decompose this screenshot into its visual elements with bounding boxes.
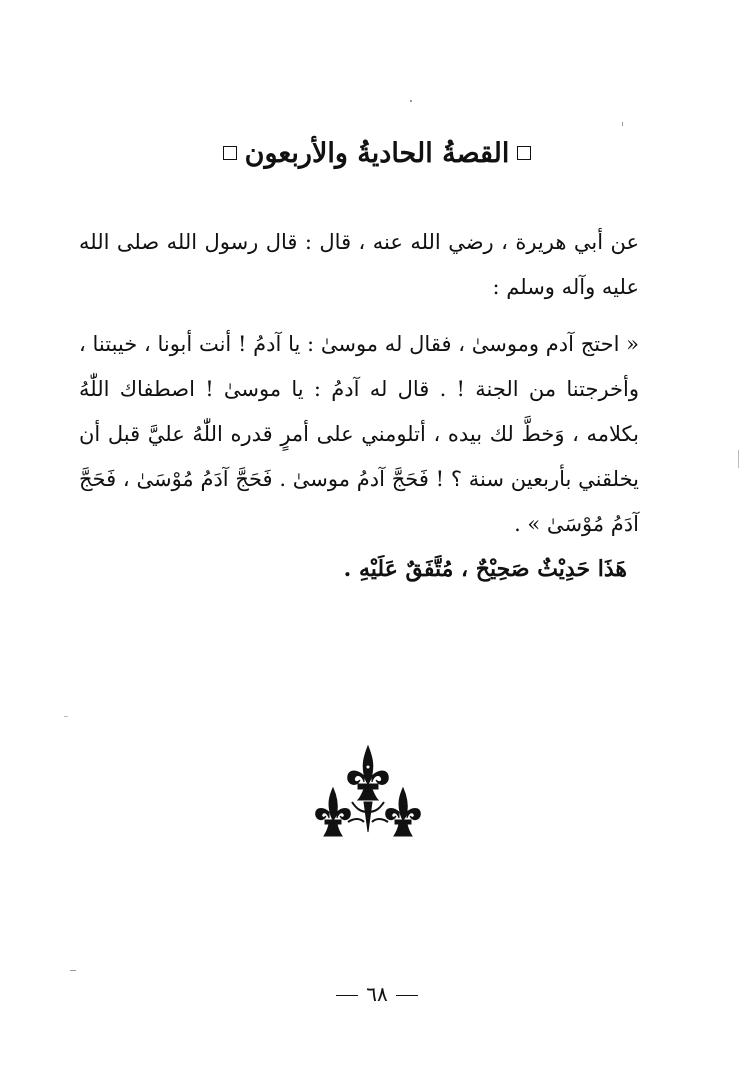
scan-speck	[738, 450, 739, 468]
page-number	[0, 982, 754, 1006]
story-body	[79, 220, 639, 592]
chapter-title-text: القصةُ الحاديةُ والأربعون	[244, 138, 510, 169]
fleur-de-lis-ornament-icon	[308, 742, 428, 842]
chapter-title	[0, 132, 754, 176]
scan-speck	[622, 122, 623, 126]
page-number-dash-right	[396, 995, 418, 996]
title-box-icon-right	[517, 146, 531, 160]
intro-paragraph: عن أبي هريرة ، رضي الله عنه ، قال : قال رسول الله صلى الله عليه وآله وسلم :	[79, 230, 639, 299]
hadith-verdict: هَذَا حَدِيْثٌ صَحِيْحٌ ، مُتَّفَقٌ عَلَيْهِ .	[343, 556, 627, 582]
scan-speck	[64, 716, 68, 717]
scan-speck	[70, 970, 76, 971]
hadith-paragraph: « احتج آدم وموسىٰ ، فقال له موسىٰ : يا آدمُ ! أنت أبونا ، خيبتنا ، وأخرجتنا من الجنة ! . قال له آدمُ : يا موسىٰ ! اصطفاك اللّٰهُ بكلامه ، وَخطَّ لك بيده ، أتلومني على أمرٍ قدره اللّٰهُ عليَّ قبل أن يخلقني بأربعين سنة ؟ ! فَحَجَّ آدمُ موسىٰ . فَحَجَّ آدَمُ مُوْسَىٰ ، فَحَجَّ آدَمُ مُوْسَىٰ » .	[79, 332, 639, 536]
page-number-text: ٦٨	[366, 982, 388, 1006]
title-box-icon-left	[223, 146, 237, 160]
page-number-dash-left	[336, 995, 358, 996]
scan-speck	[410, 100, 412, 102]
